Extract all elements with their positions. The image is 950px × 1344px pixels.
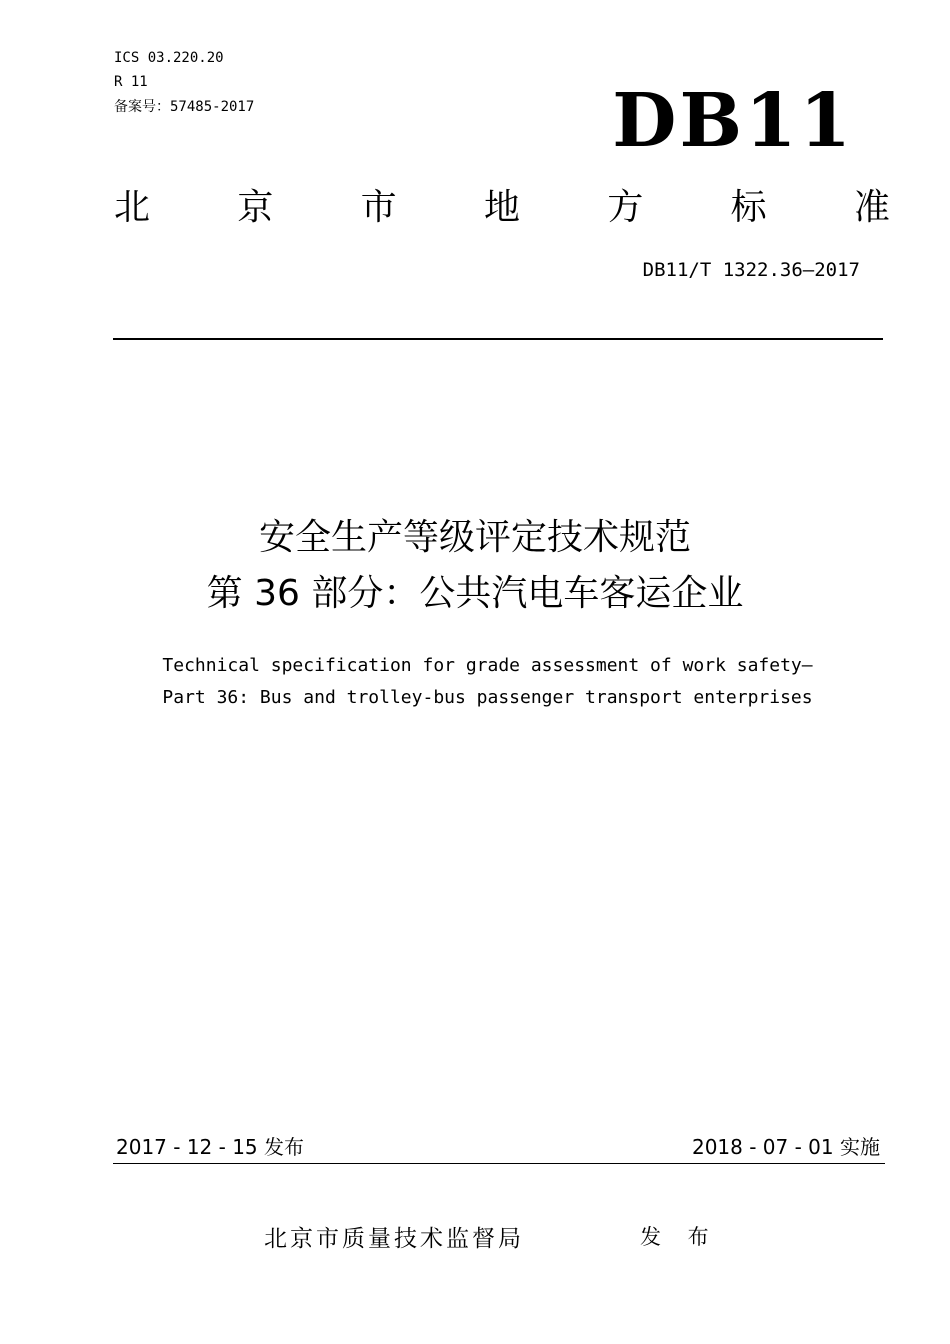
title-english-line-1: Technical specification for grade assessment of work safety— <box>162 655 813 676</box>
footer-divider <box>113 1163 885 1164</box>
record-number: 备案号：57485-2017 <box>114 99 255 115</box>
title-chinese-line-1: 安全生产等级评定技术规范 <box>258 517 691 558</box>
standard-type-char: 京 <box>237 187 274 228</box>
standard-type-char: 北 <box>114 187 151 228</box>
standard-type-char: 方 <box>607 187 644 228</box>
standard-number: DB11/T 1322.36—2017 <box>642 259 860 281</box>
issuing-authority: 北京市质量技术监督局 <box>264 1226 524 1252</box>
title-english-line-2: Part 36: Bus and trolley-bus passenger transport enterprises <box>162 687 813 708</box>
issue-date: 2017 - 12 - 15 发布 <box>116 1135 305 1159</box>
standard-type-char: 准 <box>853 187 890 228</box>
standard-type-char: 标 <box>730 187 767 228</box>
issue-label: 发 布 <box>640 1225 719 1249</box>
header-divider <box>113 338 883 340</box>
classification-code: R 11 <box>114 74 148 90</box>
ics-code: ICS 03.220.20 <box>114 50 224 66</box>
standard-type-char: 市 <box>360 187 397 228</box>
title-chinese-line-2: 第 36 部分：公共汽电车客运企业 <box>206 573 744 614</box>
implementation-date: 2018 - 07 - 01 实施 <box>691 1135 880 1159</box>
db11-logo: DB11 <box>612 78 854 164</box>
standard-type-char: 地 <box>483 187 520 228</box>
standard-type-heading <box>114 184 890 232</box>
